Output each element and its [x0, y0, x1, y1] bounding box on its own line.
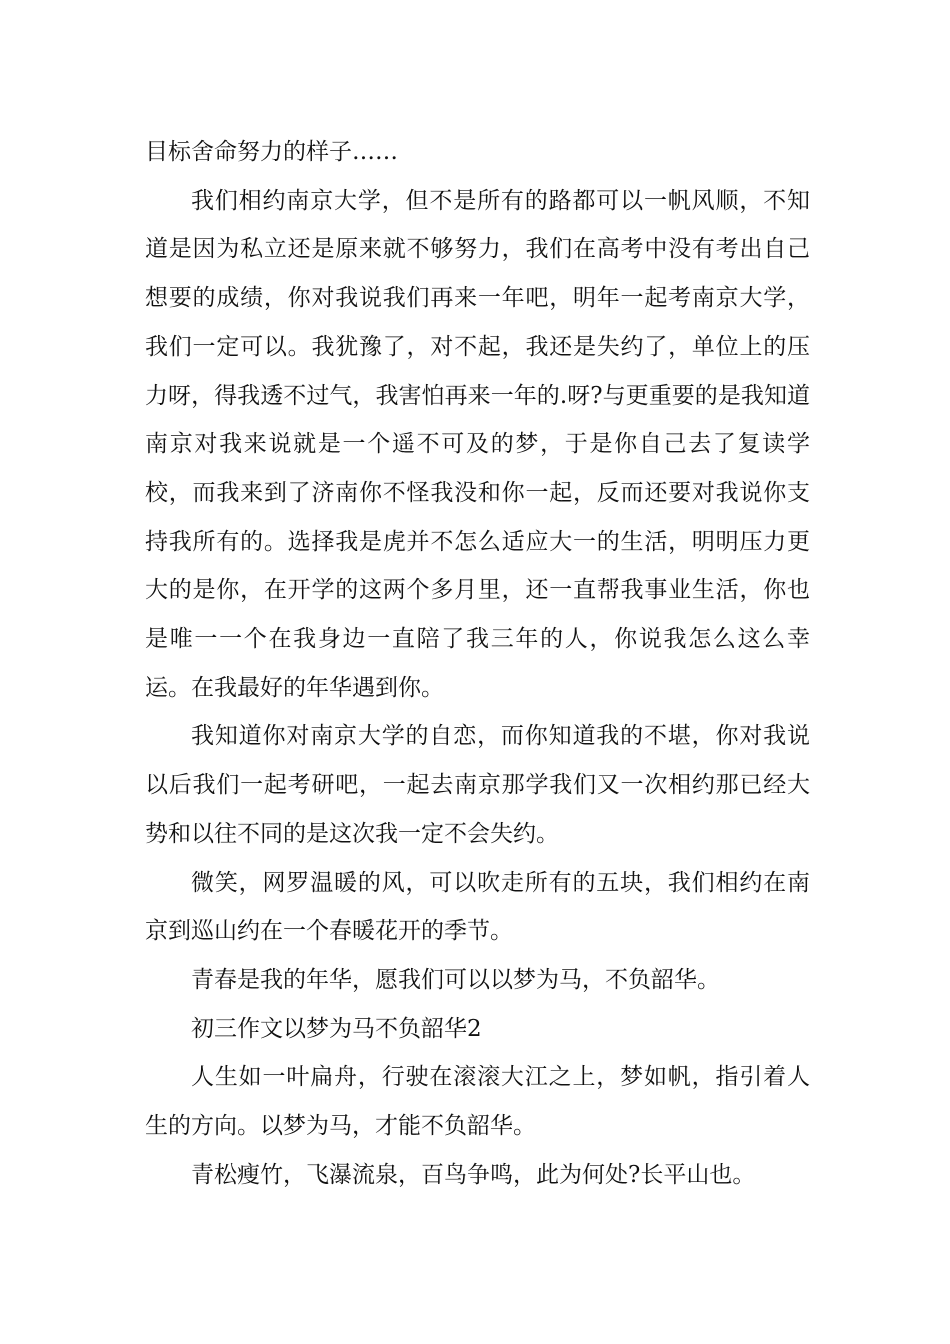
- paragraph-pine-bamboo: 青松瘦竹，飞瀑流泉，百鸟争鸣，此为何处?长平山也。: [191, 1161, 756, 1188]
- document-page: [145, 128, 810, 1199]
- paragraph-life-boat: 人生如一叶扁舟，行驶在滚滚大江之上，梦如帆，指引着人生的方向。以梦为马，才能不负韶华。: [145, 1064, 810, 1140]
- paragraph-graduate-exam: 我知道你对南京大学的自恋，而你知道我的不堪，你对我说以后我们一起考研吧，一起去南京那学我们又一次相约那已经大势和以往不同的是这次我一定不会失约。: [145, 723, 810, 847]
- paragraph-smile: 微笑，网罗温暖的风，可以吹走所有的五块，我们相约在南京到巡山约在一个春暖花开的季节。: [145, 869, 810, 945]
- paragraph-youth: 青春是我的年华，愿我们可以以梦为马，不负韶华。: [191, 966, 720, 993]
- paragraph-nanjing-promise: 我们相约南京大学，但不是所有的路都可以一帆风顺，不知道是因为私立还是原来就不够努力，我们在高考中没有考出自己想要的成绩，你对我说我们再来一年吧，明年一起考南京大学，我们一定可以。我犹豫了，对不起，我还是失约了，单位上的压力呀，得我透不过气，我害怕再来一年的.呀?与更重要的是我知道南京对我来说就是一个遥不可及的梦，于是你自己去了复读学校，而我来到了济南你不怪我没和你一起，反而还要对我说你支持我所有的。选择我是虎并不怎么适应大一的生活，明明压力更大的是你，在开学的这两个多月里，还一直帮我事业生活，你也是唯一一个在我身边一直陪了我三年的人，你说我怎么这么幸运。在我最好的年华遇到你。: [145, 187, 810, 701]
- paragraph-continuation: 目标舍命努力的样子……: [145, 139, 398, 165]
- essay-title: 初三作文以梦为马不负韶华2: [191, 1015, 482, 1042]
